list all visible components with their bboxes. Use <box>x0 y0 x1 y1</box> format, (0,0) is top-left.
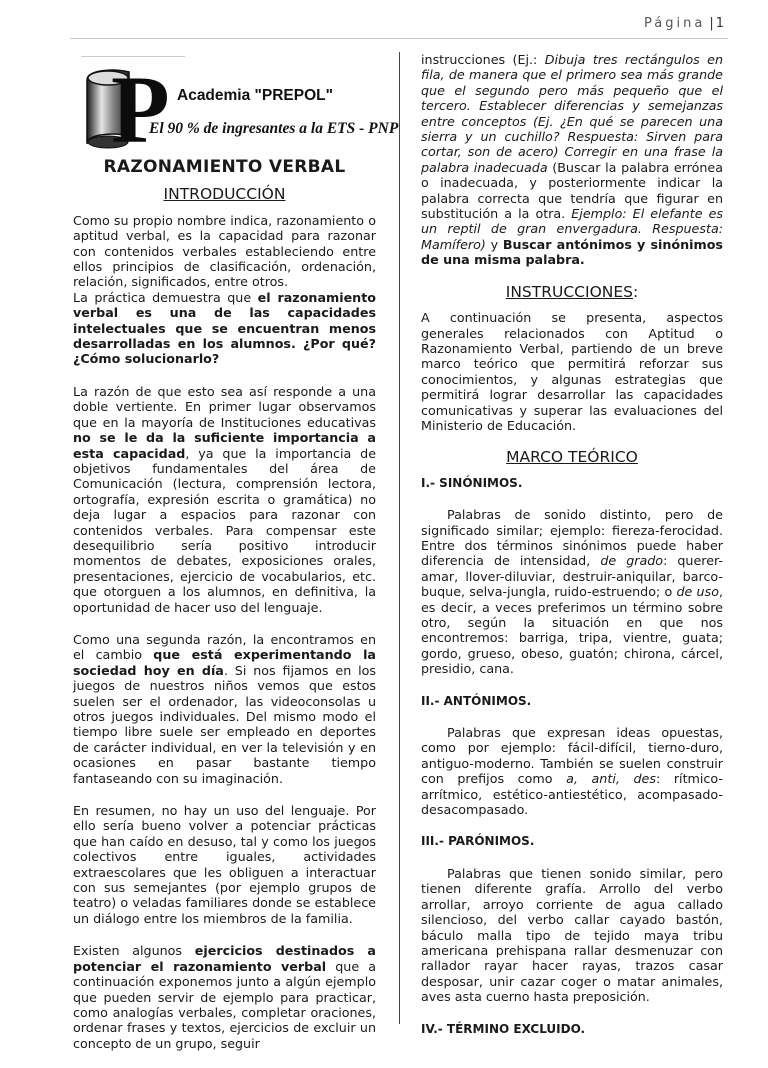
synonyms-paragraph: Palabras de sonido distinto, pero de significado similar; ejemplo: fiereza-ferocidad. Entre dos términos sinónimos puede haber diferencia de intensidad, de grado: querer-amar, llover-diluviar, destruir-aniquilar, barco-buque, selva-jungla, ruido-estruendo; o de uso, es decir, a veces preferimos un término sobre otro, según la situación en que nos encontremos: barriga, tripa, vientre, guata; gordo, grueso, obeso, guatón; chirona, cárcel, presidio, cana. <box>421 507 724 677</box>
continuation-paragraph: instrucciones (Ej.: Dibuja tres rectángulos en fila, de manera que el primero sea más grande que el segundo pero más pequeño que el tercero. Establecer diferencias y semejanzas entre conceptos (Ej. ¿En qué se parecen una sierra y un cuchillo? Respuesta: Sirven para cortar, son de acero) Corregir en una frase la palabra inadecuada (Buscar la palabra errónea o inadecuada, y posteriormente indicar la palabra correcta que tendría que figurar en substitución a la otra. Ejemplo: El elefante es un reptil de gran envergadura. Respuesta: Mamífero) y Buscar antónimos y sinónimos de una misma palabra. <box>421 52 723 268</box>
page-number: 1 <box>715 16 724 31</box>
marco-teorico-heading: MARCO TEÓRICO <box>506 448 638 467</box>
instructions-paragraph: A continuación se presenta, aspectos generales relacionados con Aptitud o Razonamiento Verbal, partiendo de un breve marco teórico que permitirá reforzar sus conocimientos, y algunas estrategias que permitirá lograr desarrollar las capacidades comunicativas y superar las evaluaciones del Ministerio de Educación. <box>421 310 723 433</box>
page-header: Página | 1 <box>644 16 724 31</box>
svg-text:P: P <box>111 62 170 152</box>
antonyms-paragraph: Palabras que expresan ideas opuestas, como por ejemplo: fácil-difícil, tierno-duro, antiguo-moderno. También se suelen construir con prefijos como a, anti, des: rítmico-arrítmico, estético-antiestético, acompasado-desacompasado. <box>421 725 723 818</box>
excluded-term-heading: IV.- TÉRMINO EXCLUIDO. <box>421 1021 586 1036</box>
header-rule <box>70 38 728 39</box>
antonyms-heading: II.- ANTÓNIMOS. <box>421 693 532 708</box>
synonyms-heading: I.- SINÓNIMOS. <box>421 475 523 490</box>
logo-rule <box>81 56 185 57</box>
intro-paragraph-1: Como su propio nombre indica, razonamiento o aptitud verbal, es la capacidad para razonar con contenidos verbales estableciendo entre ellos principios de clasificación, ordenación, relación, significados, entre otros. <box>73 212 376 290</box>
intro-paragraph-4: Como una segunda razón, la encontramos en el cambio que está experimentando la sociedad hoy en día. Si nos fijamos en los juegos de nuestros niños vemos que estos suelen ser el ordenador, las videoconsolas u otros juegos individuales. Del mismo modo el tiempo libre suele ser empleado en deportes de carácter individual, en ver la televisión y en ocasiones en pasar bastante tiempo fantaseando con su imaginación. <box>73 631 376 786</box>
right-column <box>421 52 723 1053</box>
intro-paragraph-6: Existen algunos ejercicios destinados a potenciar el razonamiento verbal que a continuación exponemos junto a algún ejemplo que pueden servir de ejemplo para practicar, como analogías verbales, completar oraciones, ordenar frases y textos, ejercicios de excluir un concepto de un grupo, seguir <box>73 943 376 1051</box>
intro-paragraph-5: En resumen, no hay un uso del lenguaje. Por ello sería bueno volver a potenciar prácticas que han caído en desuso, tal y como los juegos colectivos entre iguales, actividades extraescolares que les obliguen a interactuar con sus semejantes (por ejemplo grupos de teatro) o veladas familiares donde se establece un diálogo entre los miembros de la familia. <box>73 803 376 926</box>
left-column <box>73 52 399 1068</box>
paronyms-heading: III.- PARÓNIMOS. <box>421 834 535 849</box>
instructions-heading: INSTRUCCIONES: <box>505 282 639 301</box>
paronyms-paragraph: Palabras que tienen sonido similar, pero tienen diferente grafía. Arrollo del verbo arrollar, arroyo corriente de agua callado silencioso, del verbo callar cayado bastón, báculo malla tipo de tejido maya tribu americana prehispana rallar desmenuzar con rallador rayar hacer rayas, trazos casar desposar, unir cazar coger o matar animales, aves asta cuerno hasta preposición. <box>421 865 723 1005</box>
intro-paragraph-2: La práctica demuestra que el razonamiento verbal es una de las capacidades intelectuales que se encuentran menos desarrolladas en los alumnos. ¿Por qué? ¿Cómo solucionarlo? <box>73 289 376 367</box>
academy-name: Academia "PREPOL" <box>177 87 333 104</box>
page-label: Página <box>644 16 706 31</box>
intro-paragraph-3: La razón de que esto sea así responde a una doble vertiente. En primer lugar observamos que en la mayoría de Instituciones educativas no se le da la suficiente importancia a esta capacidad, ya que la importancia de objetivos fundamentales del área de Comunicación (lectura, comprensión lectora, ortografía, expresión escrita o gramática) no deja lugar a espacios para razonar con contenidos verbales. Para compensar este desequilibrio sería positivo introducir momentos de debates, exposiciones orales, presentaciones, ejercicio de vocabularios, etc. que otorguen a los alumnos, en definitiva, la oportunidad de hacer uso del lenguaje. <box>73 383 376 615</box>
scroll-p-logo-icon <box>83 62 193 152</box>
document-title: RAZONAMIENTO VERBAL <box>103 157 346 177</box>
intro-heading: INTRODUCCIÓN <box>163 185 286 204</box>
academy-slogan: El 90 % de ingresantes a la ETS - PNP <box>149 120 399 137</box>
academy-logo <box>73 52 399 152</box>
column-divider <box>399 52 400 1024</box>
